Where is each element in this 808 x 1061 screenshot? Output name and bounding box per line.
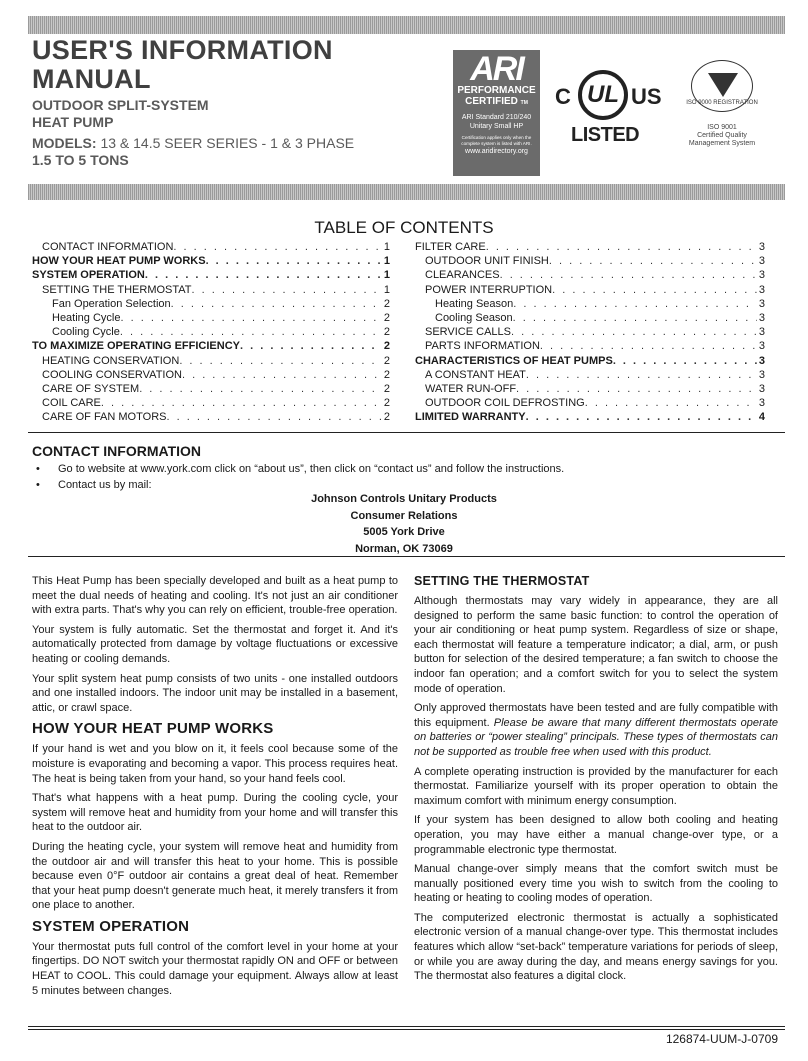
paragraph: Manual change-over simply means that the comfort switch must be manually positioned every time you wish to switch from the cooling to heating or heating to cooling modes of operation.: [414, 863, 778, 905]
how-heading: HOW YOUR HEAT PUMP WORKS: [32, 720, 274, 738]
thermostat-heading: SETTING THE THERMOSTAT: [414, 574, 590, 588]
models-line: MODELS: 13 & 14.5 SEER SERIES - 1 & 3 PHASE 1.5 TO 5 TONS: [32, 135, 355, 168]
toc-entry: OUTDOOR COIL DEFROSTING . . . 3: [415, 396, 765, 410]
toc-left-column: [32, 240, 390, 425]
ul-listed-logo: C UL US LISTED: [555, 62, 660, 162]
paragraph: A complete operating instruction is provided by the manufacturer for each thermostat. Familiarize yourself with its proper operation to obtain the maximum comfort with minimum energy consumption.: [414, 765, 778, 807]
footer-rule: [28, 1029, 785, 1030]
section-divider: [28, 432, 785, 433]
toc-entry: COIL CARE . . . 2: [32, 396, 390, 410]
header-band-top: [28, 16, 785, 34]
toc-entry: COOLING CONSERVATION . . . 2: [32, 368, 390, 382]
toc-entry: A CONSTANT HEAT . . . 3: [415, 368, 765, 382]
toc-entry: FILTER CARE . . . 3: [415, 240, 765, 254]
toc-entry: SETTING THE THERMOSTAT . . . 1: [32, 283, 390, 297]
system-operation-heading: SYSTEM OPERATION: [32, 917, 190, 935]
paragraph: During the heating cycle, your system will remove heat and humidity from the outdoor air and will transfer this heat to your home. This is possible because even 0°F outdoor air contains a great deal of heat. Remember that your heat pump doesn't generate much heat, it merely transfers it from one place to another.: [32, 840, 398, 912]
toc-entry: HEATING CONSERVATION . . . 2: [32, 354, 390, 368]
toc-entry: CARE OF SYSTEM . . . 2: [32, 382, 390, 396]
contact-list: [32, 461, 564, 493]
toc-title: TABLE OF CONTENTS: [314, 218, 494, 237]
toc-entry: Fan Operation Selection . . . 2: [32, 297, 390, 311]
footer-rule: [28, 1026, 785, 1027]
paragraph: Your system is fully automatic. Set the thermostat and forget it. And it's automatically protected from damage by voltage fluctuations or excessive heating or cooling demands.: [32, 623, 398, 665]
document-number: 126874-UUM-J-0709: [665, 1032, 778, 1046]
paragraph: If your system has been designed to allow both cooling and heating operation, you may have either a manual change-over type, or a programmable electronic type thermostat.: [414, 814, 778, 856]
toc-entry: Cooling Cycle . . . 2: [32, 325, 390, 339]
toc-entry: Heating Season . . . 3: [415, 297, 765, 311]
list-item: • Contact us by mail:: [32, 477, 564, 493]
paragraph: Your thermostat puts full control of the comfort level in your home at your fingertips. DO NOT switch your thermostat rapidly ON and OFF or between HEAT to COOL. This could damage your equipment. Always allow at least 5 minutes between changes.: [32, 940, 398, 997]
list-item: • Go to website at www.york.com click on “about us”, then click on “contact us” and follow the instructions.: [32, 461, 564, 477]
paragraph: Only approved thermostats have been tested and are fully compatible with this equipment. Please be aware that many different thermostats operate on batteries or “power stealing” principals. These types of thermostats can not be supported as trouble free when used with this product.: [414, 702, 778, 758]
mailing-address: Johnson Controls Unitary Products Consumer Relations 5005 York Drive Norman, OK 73069: [311, 493, 497, 555]
section-divider: [28, 556, 785, 557]
paragraph: This Heat Pump has been specially developed and built as a heat pump to meet the dual needs of heating and cooling. It's not just an air conditioner with extra parts. That's why you can rely on efficient, trouble-free operation.: [32, 575, 398, 617]
toc-entry: Cooling Season . . . 3: [415, 311, 765, 325]
toc-entry: WATER RUN-OFF . . . 3: [415, 382, 765, 396]
toc-entry: CARE OF FAN MOTORS . . . 2: [32, 410, 390, 424]
iso-registration-logo: ISO 9000 REGISTRATION ISO 9001 Certified Quality Management System: [668, 60, 776, 150]
toc-entry: SERVICE CALLS . . . 3: [415, 325, 765, 339]
contact-heading: CONTACT INFORMATION: [32, 443, 202, 459]
toc-entry: HOW YOUR HEAT PUMP WORKS . . . 1: [32, 254, 390, 268]
paragraph: If your hand is wet and you blow on it, it feels cool because some of the moisture is evaporating and becoming a vapor. This process requires heat. The heat is being taken from your hand, so your hand feels cool.: [32, 743, 398, 785]
toc-entry: POWER INTERRUPTION . . . 3: [415, 283, 765, 297]
product-subtitle: OUTDOOR SPLIT-SYSTEM HEAT PUMP: [32, 97, 209, 130]
toc-entry: CLEARANCES . . . 3: [415, 268, 765, 282]
toc-entry: SYSTEM OPERATION . . . 1: [32, 268, 390, 282]
paragraph: That's what happens with a heat pump. During the cooling cycle, your system will remove heat and humidity from your home and will transfer this heat to the outdoor air.: [32, 792, 398, 834]
toc-entry: Heating Cycle . . . 2: [32, 311, 390, 325]
toc-right-column: [415, 240, 765, 425]
toc-entry: LIMITED WARRANTY . . . 4: [415, 410, 765, 424]
right-text-column: [414, 574, 778, 989]
toc-entry: OUTDOOR UNIT FINISH . . . 3: [415, 254, 765, 268]
manual-title: USER'S INFORMATION MANUAL: [32, 35, 333, 94]
toc-entry: CHARACTERISTICS OF HEAT PUMPS . . . 3: [415, 354, 765, 368]
header-band-bottom: [28, 184, 785, 200]
toc-entry: CONTACT INFORMATION . . . 1: [32, 240, 390, 254]
toc-entry: PARTS INFORMATION . . . 3: [415, 339, 765, 353]
paragraph: Your split system heat pump consists of two units - one installed outdoors and one installed indoors. The indoor unit may be installed in a basement, attic, or crawl space.: [32, 672, 398, 714]
paragraph: The computerized electronic thermostat is actually a sophisticated electronic version of a manual change-over type. This thermostat includes features which allow “set-back” temperature variations for periods of sleep, or while you are away during the day, and means energy savings for you. The thermostat also features a digital clock.: [414, 911, 778, 983]
left-text-column: [32, 574, 398, 1003]
paragraph: Although thermostats may vary widely in appearance, they are all designed to perform the same basic function: to control the operation of your air conditioning or heat pump system. Regardless of size or shape, each thermostat will feature a temperature indicator; a dial, arm, or push button for selection of the desired temperature; a fan switch to choose the indoor fan operation; and a comfort switch for you to select the system mode of operation.: [414, 595, 778, 695]
ari-certification-logo: ARI PERFORMANCE CERTIFIED TM ARI Standard 210/240 Unitary Small HP Certification applies only when the complete system is listed with ARI. www.aridirectory.org: [453, 50, 540, 176]
toc-entry: TO MAXIMIZE OPERATING EFFICIENCY . . . 2: [32, 339, 390, 353]
